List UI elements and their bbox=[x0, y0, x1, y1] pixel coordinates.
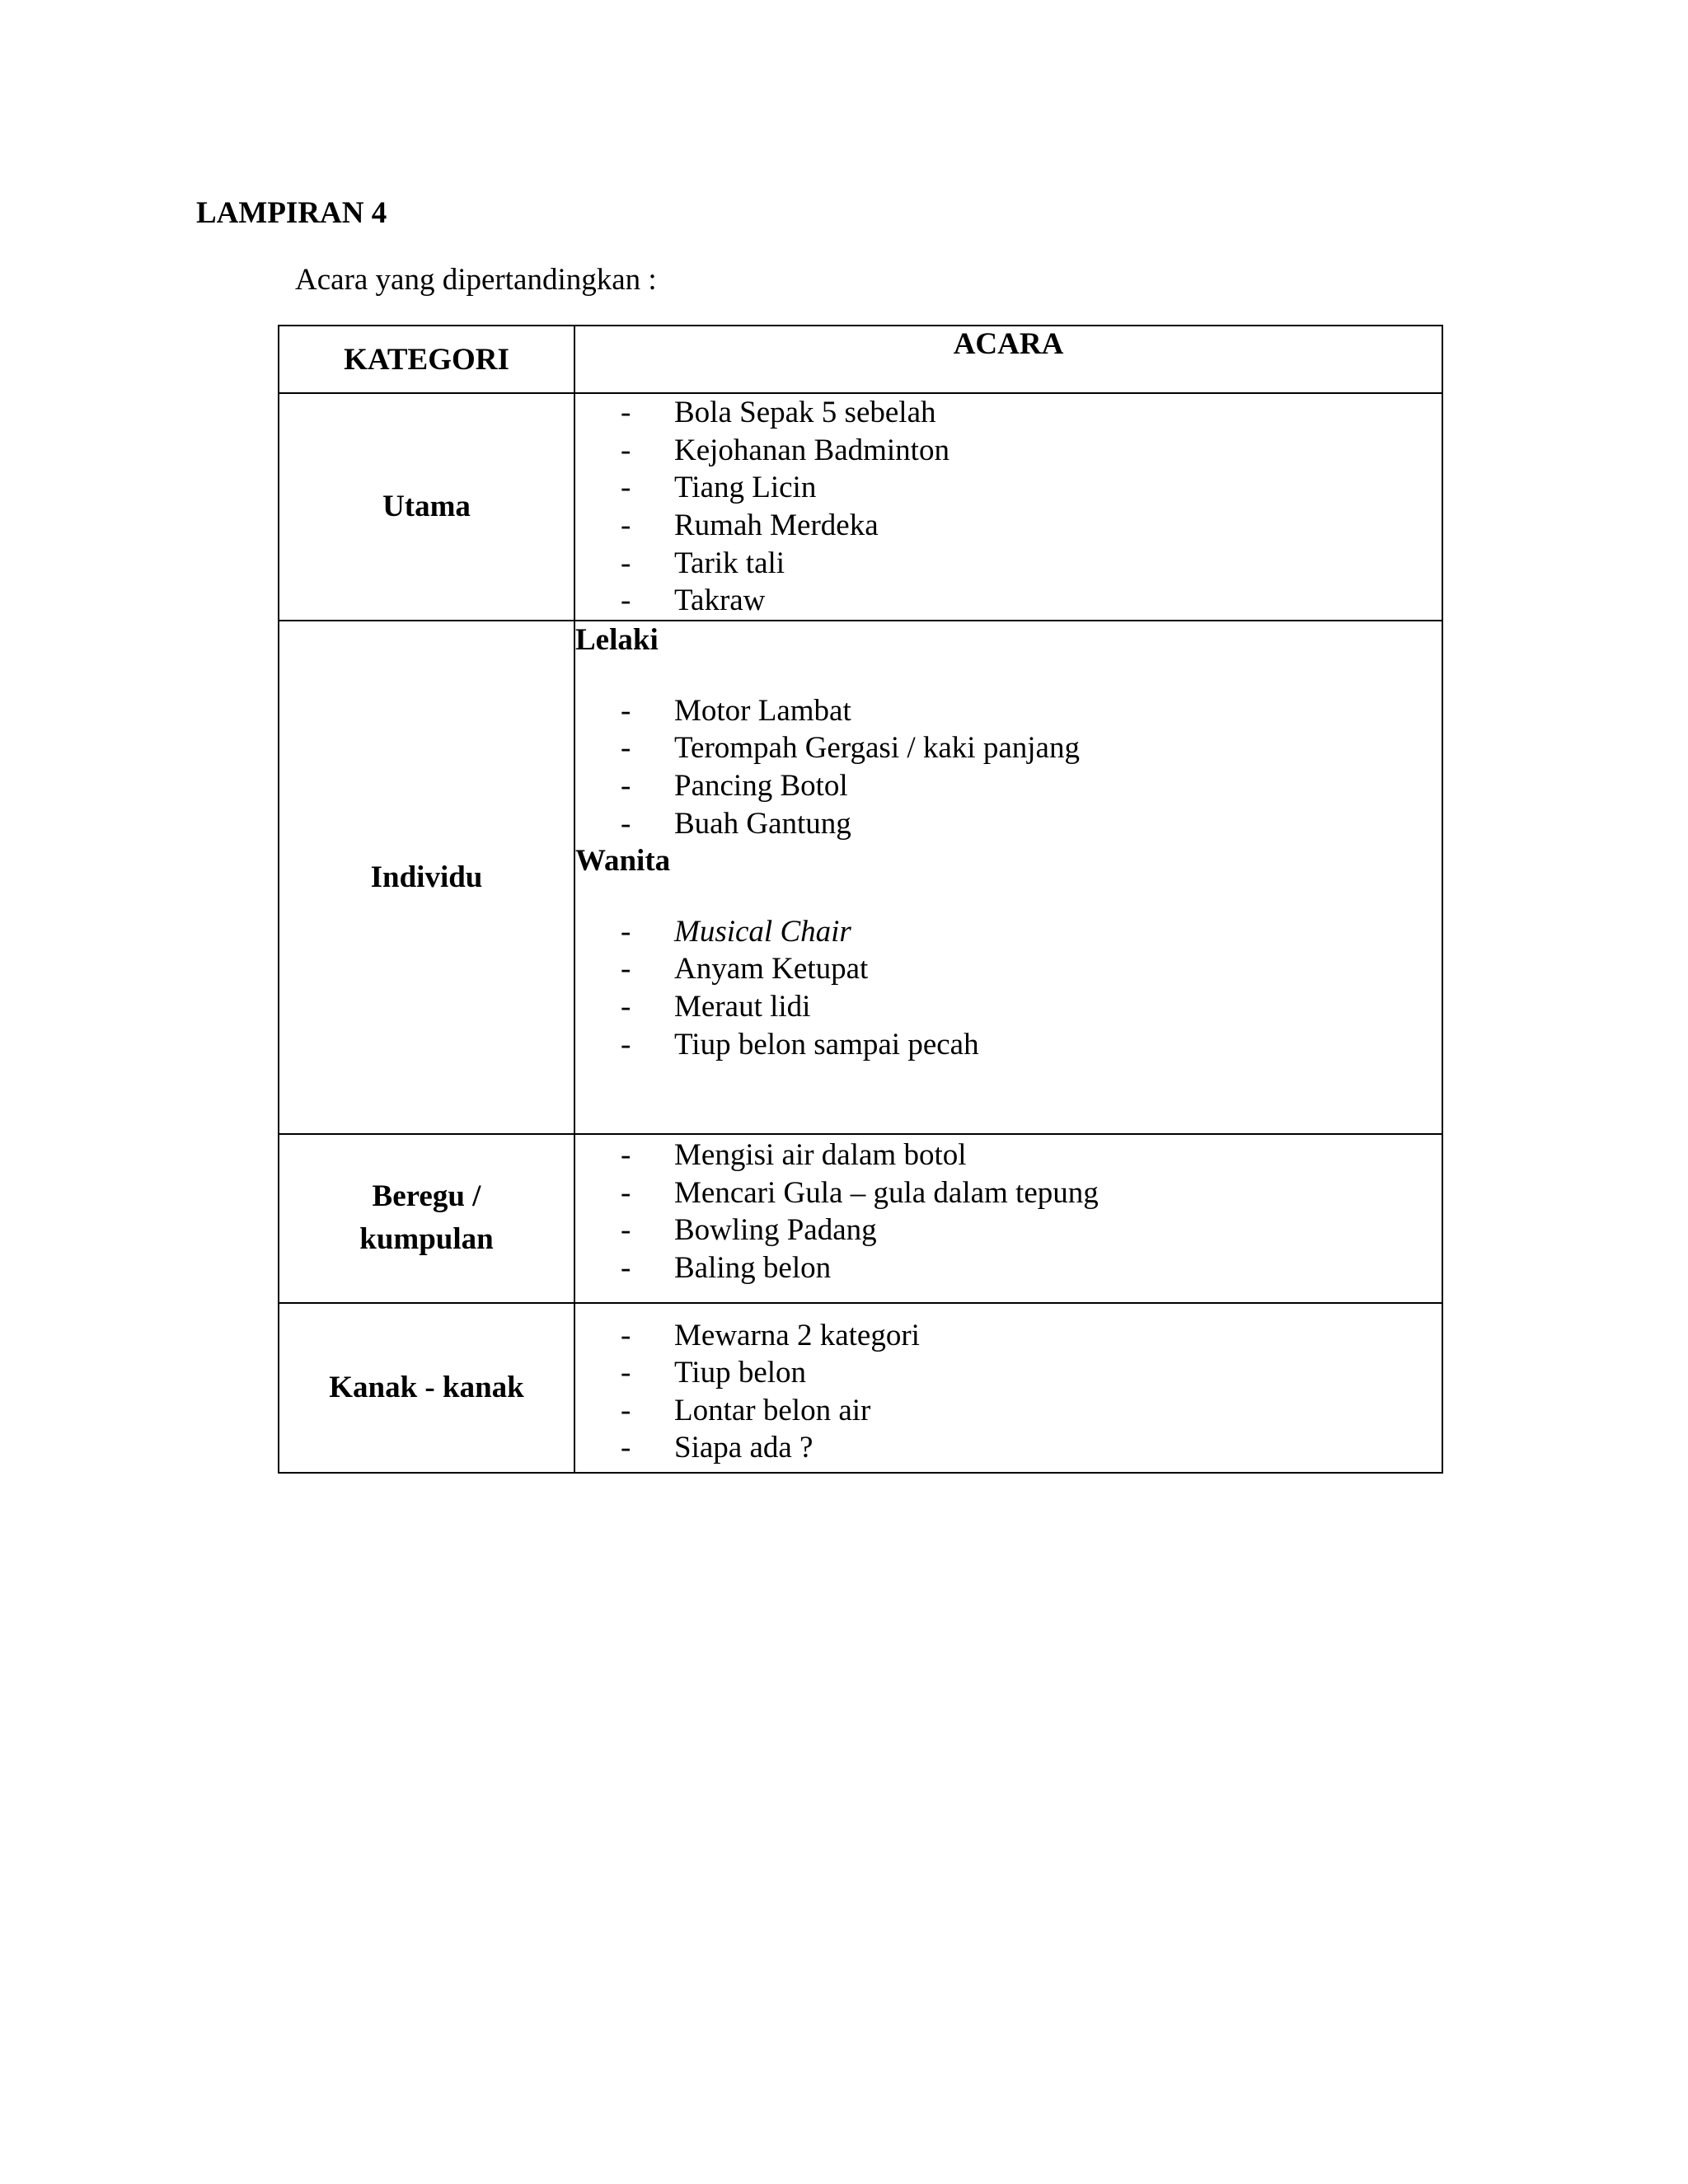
dash-bullet: - bbox=[621, 1027, 631, 1062]
dash-bullet: - bbox=[621, 433, 631, 467]
event-name: Meraut lidi bbox=[674, 989, 811, 1024]
group-spacer bbox=[575, 880, 1442, 913]
dash-bullet: - bbox=[621, 1431, 631, 1465]
event-list-lelaki bbox=[575, 692, 1442, 842]
group-spacer bbox=[575, 659, 1442, 692]
event-name: Bowling Padang bbox=[674, 1213, 877, 1248]
list-item bbox=[575, 913, 1442, 951]
dash-bullet: - bbox=[621, 693, 631, 728]
dash-bullet: - bbox=[621, 1318, 631, 1352]
events-table bbox=[278, 325, 1443, 1474]
page-heading: LAMPIRAN 4 bbox=[196, 196, 387, 230]
event-name: Rumah Merdeka bbox=[674, 508, 879, 542]
event-name: Lontar belon air bbox=[674, 1393, 871, 1427]
dash-bullet: - bbox=[621, 1251, 631, 1286]
events-cell-beregu bbox=[574, 1134, 1442, 1302]
event-name: Tarik tali bbox=[674, 546, 785, 580]
dash-bullet: - bbox=[621, 952, 631, 987]
event-name: Mewarna 2 kategori bbox=[674, 1318, 920, 1352]
category-label-line2: kumpulan bbox=[359, 1222, 494, 1257]
events-cell-kanak bbox=[574, 1303, 1442, 1473]
dash-bullet: - bbox=[621, 508, 631, 542]
list-item bbox=[575, 692, 1442, 730]
list-item bbox=[575, 394, 1442, 432]
group-title-wanita: Wanita bbox=[575, 844, 671, 879]
list-item bbox=[575, 950, 1442, 988]
dash-bullet: - bbox=[621, 1213, 631, 1248]
table-header-row bbox=[279, 326, 1442, 393]
events-cell-individu bbox=[574, 621, 1442, 1134]
event-name: Mengisi air dalam botol bbox=[674, 1138, 967, 1173]
category-cell-kanak: Kanak - kanak bbox=[279, 1303, 574, 1473]
list-item bbox=[575, 1174, 1442, 1212]
event-list-utama bbox=[575, 394, 1442, 620]
event-name: Anyam Ketupat bbox=[674, 952, 869, 987]
table-row-beregu bbox=[279, 1134, 1442, 1302]
event-name: Kejohanan Badminton bbox=[674, 433, 950, 467]
list-item bbox=[575, 767, 1442, 805]
event-name: Musical Chair bbox=[674, 914, 851, 949]
list-item bbox=[575, 1429, 1442, 1467]
list-item bbox=[575, 432, 1442, 470]
event-name: Bola Sepak 5 sebelah bbox=[674, 396, 936, 430]
group-title-lelaki: Lelaki bbox=[575, 623, 659, 658]
list-item bbox=[575, 805, 1442, 843]
list-item bbox=[575, 1026, 1442, 1064]
events-cell-utama bbox=[574, 393, 1442, 621]
list-item bbox=[575, 1354, 1442, 1392]
event-name: Takraw bbox=[674, 583, 766, 618]
table-row-utama bbox=[279, 393, 1442, 621]
category-label-line1: Beregu / bbox=[372, 1179, 481, 1214]
list-item bbox=[575, 988, 1442, 1026]
dash-bullet: - bbox=[621, 1356, 631, 1390]
list-item bbox=[575, 1212, 1442, 1249]
list-item bbox=[575, 545, 1442, 583]
category-cell-utama: Utama bbox=[279, 393, 574, 621]
list-item bbox=[575, 729, 1442, 767]
dash-bullet: - bbox=[621, 731, 631, 766]
event-name: Siapa ada ? bbox=[674, 1431, 814, 1465]
header-acara: ACARA bbox=[574, 326, 1442, 393]
list-item bbox=[575, 1137, 1442, 1174]
list-item bbox=[575, 1392, 1442, 1430]
list-item bbox=[575, 1249, 1442, 1287]
list-item bbox=[575, 469, 1442, 507]
table-row-individu bbox=[279, 621, 1442, 1134]
event-name: Motor Lambat bbox=[674, 693, 851, 728]
dash-bullet: - bbox=[621, 914, 631, 949]
dash-bullet: - bbox=[621, 989, 631, 1024]
event-name: Terompah Gergasi / kaki panjang bbox=[674, 731, 1080, 766]
event-list-kanak bbox=[575, 1317, 1442, 1467]
header-kategori: KATEGORI bbox=[279, 326, 574, 393]
event-list-wanita bbox=[575, 913, 1442, 1063]
dash-bullet: - bbox=[621, 806, 631, 841]
list-item bbox=[575, 582, 1442, 620]
event-name: Tiup belon sampai pecah bbox=[674, 1027, 979, 1062]
event-list-beregu bbox=[575, 1137, 1442, 1286]
dash-bullet: - bbox=[621, 1393, 631, 1427]
event-name: Mencari Gula – gula dalam tepung bbox=[674, 1175, 1099, 1210]
dash-bullet: - bbox=[621, 396, 631, 430]
list-item bbox=[575, 507, 1442, 545]
event-name: Buah Gantung bbox=[674, 806, 851, 841]
dash-bullet: - bbox=[621, 768, 631, 803]
event-name: Tiup belon bbox=[674, 1356, 807, 1390]
category-cell-individu: Individu bbox=[279, 621, 574, 1134]
dash-bullet: - bbox=[621, 1175, 631, 1210]
dash-bullet: - bbox=[621, 471, 631, 505]
dash-bullet: - bbox=[621, 1138, 631, 1173]
category-cell-beregu bbox=[279, 1134, 574, 1302]
table-row-kanak bbox=[279, 1303, 1442, 1473]
event-name: Tiang Licin bbox=[674, 471, 817, 505]
list-item bbox=[575, 1317, 1442, 1355]
event-name: Baling belon bbox=[674, 1251, 832, 1286]
dash-bullet: - bbox=[621, 546, 631, 580]
event-name: Pancing Botol bbox=[674, 768, 848, 803]
dash-bullet: - bbox=[621, 583, 631, 618]
intro-text: Acara yang dipertandingkan : bbox=[295, 263, 657, 297]
